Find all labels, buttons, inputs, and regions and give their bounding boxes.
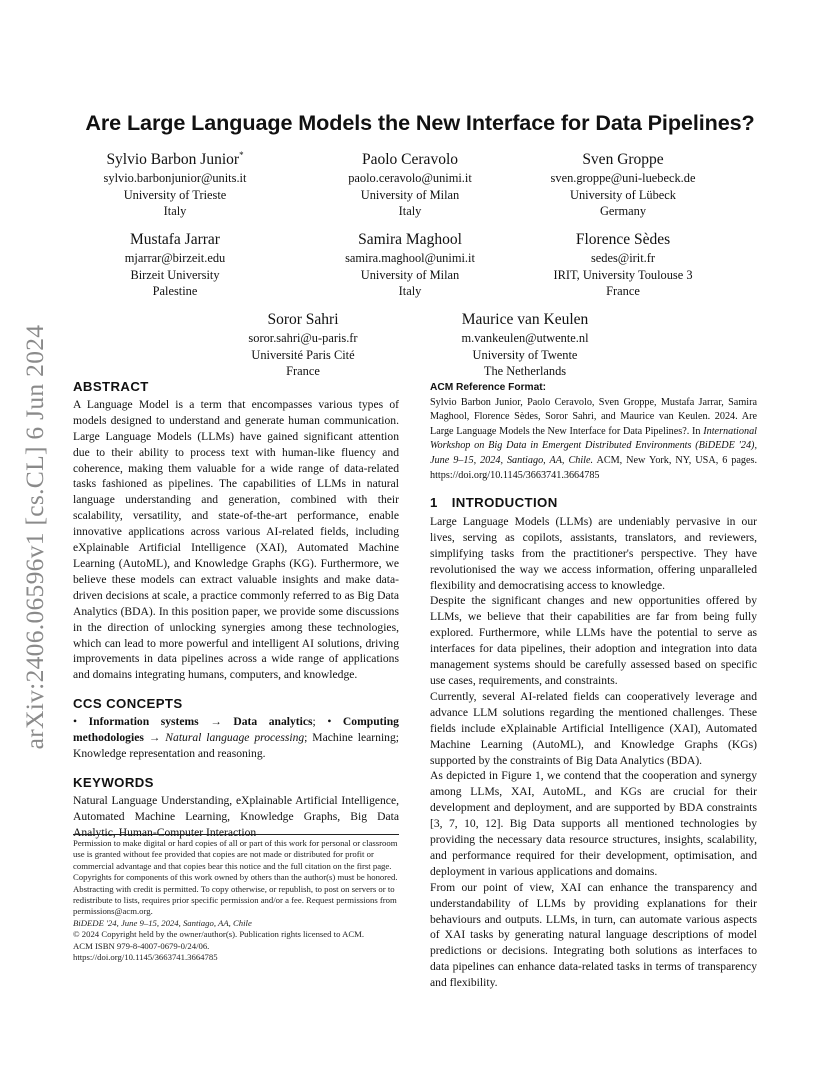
acm-reference-text: Sylvio Barbon Junior, Paolo Ceravolo, Sven Groppe, Mustafa Jarrar, Samira Maghool, Florence Sèdes, Soror Sahri, and Maurice van Keulen. 2024. Are Large Language Models the New Interface for Data Pipelines?. In [430,396,757,437]
introduction-paragraph: Large Language Models (LLMs) are undeniably pervasive in our lives, serving as copilots, assistants, translators, and reviewers, simplifying tasks from the practitioner's perspective. They have revolutionised the way we access information, offering unparalleled flexibility and democratising access to knowledge. [430,514,757,592]
author-affiliation: University of Milan [360,187,460,202]
section-number: 1 [430,495,438,510]
ccs-text [73,714,399,762]
author-entry [60,145,290,219]
author-entry [508,225,738,299]
acm-reference-heading: ACM Reference Format: [430,382,547,393]
introduction-paragraph: From our point of view, XAI can enhance the transparency and understandability of LLMs by providing explanations for their behaviours and outputs. LLMs, in turn, can automate various aspects of XAI tasks by generating natural language descriptions of model predictions or decisions. Integrating both solutions as interfaces to data pipelines can enhance data-related tasks in terms of transparency and flexibility. [430,880,757,990]
author-email: sylvio.barbonjunior@units.it [103,171,247,186]
ccs-concept-2-rest: ; Machine learning; Knowledge representation and reasoning. [73,731,399,760]
author-email: m.vankeulen@utwente.nl [461,331,589,346]
author-country: Palestine [152,283,198,298]
corresponding-author-mark: * [239,150,244,160]
author-country: Italy [163,203,187,218]
ccs-concept-1: Information systems → Data analytics [88,715,313,729]
author-name: Florence Sèdes [575,231,671,249]
author-affiliation: University of Milan [360,267,460,282]
copyright-line: © 2024 Copyright held by the owner/author(s). Publication rights licensed to ACM. [73,929,365,940]
footnote [73,838,399,963]
author-country: France [606,283,640,298]
author-email: sven.groppe@uni-luebeck.de [550,171,696,186]
introduction-body [430,514,757,991]
author-affiliation: University of Lübeck [570,187,676,202]
author-entry [60,225,290,299]
ccs-concept-2: Computing methodologies [73,715,399,745]
permission-notice: Permission to make digital or hard copies of all or part of this work for personal or classroom use is granted without fee provided that copies are not made or distributed for profit or commercial advantage and that copies bear this notice and the full citation on the first page. Copyrights for components of this work owned by others than the author(s) must be honored. Abstracting with credit is permitted. To copy otherwise, or republish, to post on servers or to redistribute to lists, requires prior specific permission and/or a fee. Request permissions from permissions@acm.org. [73,838,398,917]
author-entry [295,225,525,299]
arxiv-identifier: arXiv:2406.06596v1 [cs.CL] 6 Jun 2024 [20,324,49,750]
doi-line: https://doi.org/10.1145/3663741.3664785 [73,952,218,963]
author-country: France [286,363,320,378]
author-name: Paolo Ceravolo [362,151,458,169]
author-affiliation: Université Paris Cité [251,347,355,362]
author-entry [188,305,418,379]
author-entry [508,145,738,219]
author-email: soror.sahri@u-paris.fr [248,331,358,346]
keywords-heading: KEYWORDS [73,774,154,790]
ccs-bullet: • [327,715,343,729]
abstract-heading: ABSTRACT [73,379,149,394]
acm-reference-text-end: ACM, New York, NY, USA, 6 pages. https://doi.org/10.1145/3663741.3664785 [430,454,757,481]
author-name: Samira Maghool [358,231,462,249]
author-email: samira.maghool@unimi.it [345,251,475,266]
acm-reference-format [430,381,757,483]
section-title: INTRODUCTION [451,495,558,510]
isbn-line: ACM ISBN 979-8-4007-0679-0/24/06. [73,940,210,951]
abstract-text: A Language Model is a term that encompasses various types of models designed to understand and generate human communication. Large Language Models (LLMs) have gained significant attention due to their ability to process text with human-like fluency and coherence, making them valuable for a wide range of data-related tasks fashioned as pipelines. The capabilities of LLMs in natural language understanding and generation, combined with their scalability, versatility, and state-of-the-art performance, enable innovative applications across various AI-related fields, including eXplainable Artificial Intelligence (XAI), Automated Machine Learning (AutoML), and Knowledge Graphs (KG). Furthermore, we believe these models can extract valuable insights and make data-driven decisions at scale, a practice commonly referred to as Big Data Analytics (BDA). In this position paper, we provide some discussions in the direction of unlocking synergies among these technologies, which can lead to more powerful and intelligent AI solutions, driving improvements in data pipelines across a wide range of applications and domains integrating humans, computers, and knowledge. [73,397,399,682]
author-name: Sven Groppe [582,151,664,169]
author-entry [295,145,525,219]
introduction-paragraph: Currently, several AI-related fields can cooperatively leverage and advance LLM solutions regarding the mentioned challenges. These fields include eXplainable Artificial Intelligence (XAI), Automated Machine Learning (AutoML), and Knowledge Graphs (KGs) supported by the constraints of Big Data Analytics (BDA). [430,689,757,767]
ccs-heading: CCS CONCEPTS [73,696,183,712]
ccs-concept-2-sub: Natural language processing [165,731,305,745]
introduction-heading [430,495,757,511]
author-name: Mustafa Jarrar [130,231,220,249]
author-name: Maurice van Keulen [461,311,589,329]
introduction-paragraph: Despite the significant changes and new opportunities offered by LLMs, we believe that their capabilities are far from being fully explored. Furthermore, while LLMs have the potential to serve as interfaces for data pipelines, their adoption and integration into data management systems should be carefully assessed based on specific use cases, requirements, and constraints. [430,594,757,687]
author-email: sedes@irit.fr [590,251,656,266]
author-email: paolo.ceravolo@unimi.it [348,171,472,186]
author-entry [410,305,640,379]
ccs-separator: ; [312,715,328,729]
footnote-rule [73,834,399,835]
author-affiliation: IRIT, University Toulouse 3 [553,267,693,282]
introduction-paragraph: As depicted in Figure 1, we contend that the cooperation and synergy among LLMs, XAI, AutoML, and KGs are crucial for their development and deployment, and are supported by BDA constraints [3, 7, 10, 12]. Big Data supports all mentioned technologies by providing the necessary data resource structures, insights, scalability, and performance required for their development, optimisation, and deployment in various applications and domains. [430,769,757,878]
author-name: Soror Sahri [267,311,339,329]
venue-line: BiDEDE '24, June 9–15, 2024, Santiago, AA, Chile [73,917,252,928]
author-country: Germany [599,203,647,218]
author-affiliation: University of Trieste [123,187,227,202]
author-country: Italy [398,283,422,298]
ccs-bullet: • [73,715,89,729]
author-country: Italy [398,203,422,218]
keywords-text: Natural Language Understanding, eXplainable Artificial Intelligence, Automated Machine Learning, Knowledge Graphs, Big Data Analytic, Human-Computer Interaction [73,793,399,839]
introduction-section [430,495,757,991]
ccs-arrow: → [143,731,166,745]
acm-reference-venue: International Workshop on Big Data in Emergent Distributed Environments (BiDEDE '24), June 9–15, 2024, Santiago, AA, Chile. [430,425,757,466]
author-affiliation: University of Twente [472,347,578,362]
author-name: Sylvio Barbon Junior* [106,150,244,169]
author-country: The Netherlands [483,363,567,378]
paper-title: Are Large Language Models the New Interface for Data Pipelines? [85,110,755,135]
author-affiliation: Birzeit University [130,267,220,282]
left-column [73,379,399,840]
author-email: mjarrar@birzeit.edu [124,251,226,266]
